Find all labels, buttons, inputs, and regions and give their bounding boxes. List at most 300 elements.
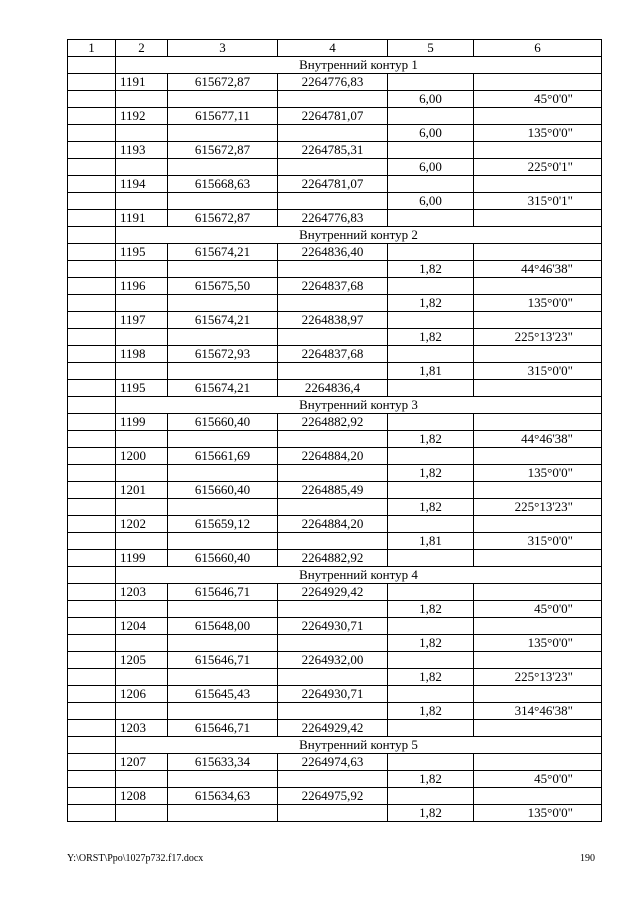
empty-cell	[68, 346, 116, 363]
empty-cell	[68, 703, 116, 720]
empty-cell	[278, 363, 388, 380]
y-coordinate: 2264785,31	[278, 142, 388, 159]
y-coordinate: 2264838,97	[278, 312, 388, 329]
y-coordinate: 2264929,42	[278, 720, 388, 737]
point-number: 1198	[116, 346, 168, 363]
empty-cell	[68, 431, 116, 448]
contour-header-row	[68, 57, 602, 74]
header-cell-1: 1	[68, 40, 116, 57]
empty-cell	[474, 380, 602, 397]
x-coordinate: 615660,40	[168, 414, 278, 431]
table-row	[68, 805, 602, 822]
distance-value: 1,82	[388, 431, 474, 448]
empty-cell	[278, 601, 388, 618]
point-number: 1200	[116, 448, 168, 465]
empty-cell	[68, 584, 116, 601]
distance-value: 6,00	[388, 159, 474, 176]
point-number: 1195	[116, 244, 168, 261]
empty-cell	[168, 703, 278, 720]
table-row	[68, 244, 602, 261]
y-coordinate: 2264837,68	[278, 278, 388, 295]
footer-page-number: 190	[580, 853, 595, 864]
empty-cell	[388, 516, 474, 533]
empty-cell	[278, 159, 388, 176]
point-number: 1205	[116, 652, 168, 669]
empty-cell	[168, 499, 278, 516]
empty-cell	[474, 74, 602, 91]
empty-cell	[388, 550, 474, 567]
distance-value: 1,81	[388, 363, 474, 380]
empty-cell	[68, 142, 116, 159]
table-row	[68, 159, 602, 176]
y-coordinate: 2264882,92	[278, 414, 388, 431]
x-coordinate: 615668,63	[168, 176, 278, 193]
empty-cell	[388, 142, 474, 159]
empty-cell	[388, 108, 474, 125]
empty-cell	[116, 771, 168, 788]
point-number: 1192	[116, 108, 168, 125]
empty-cell	[168, 91, 278, 108]
direction-angle: 225°0'1"	[474, 159, 602, 176]
point-number: 1194	[116, 176, 168, 193]
empty-cell	[168, 295, 278, 312]
empty-cell	[116, 635, 168, 652]
empty-cell	[68, 329, 116, 346]
y-coordinate: 2264932,00	[278, 652, 388, 669]
y-coordinate: 2264930,71	[278, 618, 388, 635]
x-coordinate: 615648,00	[168, 618, 278, 635]
distance-value: 1,82	[388, 601, 474, 618]
y-coordinate: 2264781,07	[278, 108, 388, 125]
coordinates-table	[67, 39, 602, 822]
table-row	[68, 720, 602, 737]
empty-cell	[68, 57, 116, 74]
x-coordinate: 615674,21	[168, 244, 278, 261]
empty-cell	[474, 550, 602, 567]
empty-cell	[388, 448, 474, 465]
table-body	[68, 57, 602, 822]
empty-cell	[68, 261, 116, 278]
empty-cell	[68, 278, 116, 295]
table-row	[68, 108, 602, 125]
empty-cell	[68, 465, 116, 482]
empty-cell	[68, 91, 116, 108]
empty-cell	[68, 482, 116, 499]
empty-cell	[278, 329, 388, 346]
empty-cell	[68, 720, 116, 737]
empty-cell	[474, 142, 602, 159]
table-row	[68, 346, 602, 363]
empty-cell	[68, 159, 116, 176]
y-coordinate: 2264884,20	[278, 448, 388, 465]
empty-cell	[68, 244, 116, 261]
contour-header-row	[68, 567, 602, 584]
empty-cell	[68, 686, 116, 703]
table-row	[68, 278, 602, 295]
empty-cell	[388, 788, 474, 805]
table-row	[68, 584, 602, 601]
empty-cell	[168, 125, 278, 142]
empty-cell	[68, 176, 116, 193]
table-row	[68, 601, 602, 618]
empty-cell	[68, 652, 116, 669]
y-coordinate: 2264974,63	[278, 754, 388, 771]
y-coordinate: 2264885,49	[278, 482, 388, 499]
empty-cell	[168, 805, 278, 822]
empty-cell	[388, 482, 474, 499]
empty-cell	[68, 805, 116, 822]
x-coordinate: 615660,40	[168, 482, 278, 499]
empty-cell	[68, 125, 116, 142]
table-row	[68, 703, 602, 720]
empty-cell	[388, 686, 474, 703]
empty-cell	[116, 533, 168, 550]
empty-cell	[116, 465, 168, 482]
empty-cell	[168, 159, 278, 176]
contour-label: Внутренний контур 3	[116, 397, 602, 414]
table-row	[68, 652, 602, 669]
empty-cell	[474, 788, 602, 805]
table-row	[68, 635, 602, 652]
table-row	[68, 754, 602, 771]
point-number: 1206	[116, 686, 168, 703]
point-number: 1191	[116, 74, 168, 91]
x-coordinate: 615646,71	[168, 584, 278, 601]
empty-cell	[168, 771, 278, 788]
header-cell-3: 3	[168, 40, 278, 57]
direction-angle: 135°0'0"	[474, 295, 602, 312]
empty-cell	[474, 482, 602, 499]
empty-cell	[474, 176, 602, 193]
contour-label: Внутренний контур 4	[116, 567, 602, 584]
contour-header-row	[68, 227, 602, 244]
point-number: 1201	[116, 482, 168, 499]
empty-cell	[474, 312, 602, 329]
empty-cell	[474, 754, 602, 771]
y-coordinate: 2264884,20	[278, 516, 388, 533]
distance-value: 1,82	[388, 261, 474, 278]
point-number: 1195	[116, 380, 168, 397]
empty-cell	[68, 754, 116, 771]
empty-cell	[278, 465, 388, 482]
point-number: 1191	[116, 210, 168, 227]
x-coordinate: 615674,21	[168, 380, 278, 397]
empty-cell	[474, 108, 602, 125]
point-number: 1196	[116, 278, 168, 295]
empty-cell	[68, 295, 116, 312]
table-row	[68, 74, 602, 91]
x-coordinate: 615659,12	[168, 516, 278, 533]
table-row	[68, 210, 602, 227]
empty-cell	[116, 499, 168, 516]
empty-cell	[388, 176, 474, 193]
empty-cell	[168, 601, 278, 618]
x-coordinate: 615633,34	[168, 754, 278, 771]
table-row	[68, 771, 602, 788]
point-number: 1199	[116, 414, 168, 431]
empty-cell	[278, 771, 388, 788]
empty-cell	[68, 499, 116, 516]
x-coordinate: 615672,87	[168, 74, 278, 91]
empty-cell	[474, 244, 602, 261]
table-row	[68, 312, 602, 329]
x-coordinate: 615674,21	[168, 312, 278, 329]
distance-value: 1,82	[388, 635, 474, 652]
empty-cell	[68, 227, 116, 244]
empty-cell	[68, 414, 116, 431]
empty-cell	[68, 788, 116, 805]
empty-cell	[388, 652, 474, 669]
distance-value: 1,82	[388, 805, 474, 822]
direction-angle: 315°0'0"	[474, 533, 602, 550]
empty-cell	[388, 618, 474, 635]
x-coordinate: 615675,50	[168, 278, 278, 295]
empty-cell	[388, 380, 474, 397]
header-cell-4: 4	[278, 40, 388, 57]
empty-cell	[168, 465, 278, 482]
y-coordinate: 2264836,4	[278, 380, 388, 397]
distance-value: 1,82	[388, 771, 474, 788]
empty-cell	[116, 601, 168, 618]
empty-cell	[68, 397, 116, 414]
empty-cell	[68, 210, 116, 227]
table-row	[68, 91, 602, 108]
direction-angle: 45°0'0"	[474, 601, 602, 618]
empty-cell	[68, 74, 116, 91]
table-row	[68, 193, 602, 210]
empty-cell	[278, 193, 388, 210]
direction-angle: 45°0'0"	[474, 771, 602, 788]
table-row	[68, 516, 602, 533]
distance-value: 1,81	[388, 533, 474, 550]
empty-cell	[278, 499, 388, 516]
contour-header-row	[68, 737, 602, 754]
empty-cell	[474, 618, 602, 635]
contour-label: Внутренний контур 2	[116, 227, 602, 244]
empty-cell	[474, 652, 602, 669]
empty-cell	[278, 431, 388, 448]
empty-cell	[388, 74, 474, 91]
direction-angle: 314°46'38"	[474, 703, 602, 720]
footer-file-path: Y:\ORST\Ppo\1027p732.f17.docx	[67, 853, 204, 864]
contour-label: Внутренний контур 5	[116, 737, 602, 754]
empty-cell	[474, 584, 602, 601]
direction-angle: 315°0'1"	[474, 193, 602, 210]
empty-cell	[116, 669, 168, 686]
empty-cell	[388, 346, 474, 363]
empty-cell	[68, 516, 116, 533]
table-row	[68, 142, 602, 159]
point-number: 1203	[116, 584, 168, 601]
empty-cell	[68, 533, 116, 550]
direction-angle: 45°0'0"	[474, 91, 602, 108]
table-row	[68, 669, 602, 686]
empty-cell	[116, 125, 168, 142]
contour-label: Внутренний контур 1	[116, 57, 602, 74]
point-number: 1193	[116, 142, 168, 159]
empty-cell	[388, 754, 474, 771]
table-row	[68, 550, 602, 567]
empty-cell	[68, 380, 116, 397]
x-coordinate: 615661,69	[168, 448, 278, 465]
empty-cell	[116, 703, 168, 720]
header-cell-5: 5	[388, 40, 474, 57]
table-row	[68, 465, 602, 482]
y-coordinate: 2264882,92	[278, 550, 388, 567]
table-row	[68, 329, 602, 346]
table-row	[68, 261, 602, 278]
empty-cell	[388, 244, 474, 261]
point-number: 1197	[116, 312, 168, 329]
table-row	[68, 448, 602, 465]
empty-cell	[68, 771, 116, 788]
empty-cell	[168, 363, 278, 380]
point-number: 1204	[116, 618, 168, 635]
empty-cell	[474, 278, 602, 295]
table-row	[68, 686, 602, 703]
distance-value: 1,82	[388, 295, 474, 312]
y-coordinate: 2264836,40	[278, 244, 388, 261]
empty-cell	[116, 431, 168, 448]
empty-cell	[68, 567, 116, 584]
empty-cell	[116, 295, 168, 312]
direction-angle: 315°0'0"	[474, 363, 602, 380]
table-row	[68, 499, 602, 516]
empty-cell	[474, 516, 602, 533]
empty-cell	[68, 448, 116, 465]
empty-cell	[116, 261, 168, 278]
distance-value: 6,00	[388, 125, 474, 142]
empty-cell	[168, 193, 278, 210]
empty-cell	[388, 312, 474, 329]
direction-angle: 225°13'23"	[474, 669, 602, 686]
x-coordinate: 615672,93	[168, 346, 278, 363]
direction-angle: 135°0'0"	[474, 125, 602, 142]
empty-cell	[116, 805, 168, 822]
empty-cell	[68, 108, 116, 125]
distance-value: 6,00	[388, 91, 474, 108]
distance-value: 1,82	[388, 465, 474, 482]
y-coordinate: 2264975,92	[278, 788, 388, 805]
table-row	[68, 618, 602, 635]
y-coordinate: 2264781,07	[278, 176, 388, 193]
x-coordinate: 615677,11	[168, 108, 278, 125]
y-coordinate: 2264776,83	[278, 74, 388, 91]
empty-cell	[474, 346, 602, 363]
x-coordinate: 615646,71	[168, 720, 278, 737]
table-row	[68, 295, 602, 312]
table-row	[68, 125, 602, 142]
empty-cell	[116, 193, 168, 210]
direction-angle: 135°0'0"	[474, 635, 602, 652]
empty-cell	[388, 210, 474, 227]
direction-angle: 135°0'0"	[474, 465, 602, 482]
y-coordinate: 2264929,42	[278, 584, 388, 601]
empty-cell	[278, 295, 388, 312]
empty-cell	[388, 414, 474, 431]
x-coordinate: 615672,87	[168, 210, 278, 227]
header-cell-6: 6	[474, 40, 602, 57]
empty-cell	[68, 550, 116, 567]
empty-cell	[278, 91, 388, 108]
empty-cell	[116, 159, 168, 176]
table-row	[68, 363, 602, 380]
empty-cell	[278, 533, 388, 550]
contour-header-row	[68, 397, 602, 414]
table-row	[68, 380, 602, 397]
table-row	[68, 431, 602, 448]
empty-cell	[168, 533, 278, 550]
empty-cell	[68, 669, 116, 686]
table-row	[68, 414, 602, 431]
empty-cell	[388, 720, 474, 737]
direction-angle: 44°46'38"	[474, 261, 602, 278]
empty-cell	[278, 261, 388, 278]
direction-angle: 225°13'23"	[474, 499, 602, 516]
point-number: 1199	[116, 550, 168, 567]
header-row	[68, 40, 602, 57]
empty-cell	[68, 363, 116, 380]
table-row	[68, 788, 602, 805]
x-coordinate: 615645,43	[168, 686, 278, 703]
empty-cell	[168, 261, 278, 278]
x-coordinate: 615660,40	[168, 550, 278, 567]
direction-angle: 135°0'0"	[474, 805, 602, 822]
empty-cell	[388, 278, 474, 295]
empty-cell	[278, 669, 388, 686]
empty-cell	[68, 635, 116, 652]
y-coordinate: 2264776,83	[278, 210, 388, 227]
empty-cell	[116, 91, 168, 108]
x-coordinate: 615646,71	[168, 652, 278, 669]
distance-value: 1,82	[388, 499, 474, 516]
empty-cell	[168, 669, 278, 686]
empty-cell	[68, 618, 116, 635]
empty-cell	[474, 720, 602, 737]
empty-cell	[116, 329, 168, 346]
y-coordinate: 2264837,68	[278, 346, 388, 363]
point-number: 1202	[116, 516, 168, 533]
empty-cell	[68, 193, 116, 210]
empty-cell	[278, 635, 388, 652]
empty-cell	[278, 125, 388, 142]
empty-cell	[388, 584, 474, 601]
distance-value: 1,82	[388, 329, 474, 346]
empty-cell	[278, 703, 388, 720]
y-coordinate: 2264930,71	[278, 686, 388, 703]
direction-angle: 225°13'23"	[474, 329, 602, 346]
point-number: 1207	[116, 754, 168, 771]
distance-value: 6,00	[388, 193, 474, 210]
empty-cell	[168, 431, 278, 448]
empty-cell	[68, 601, 116, 618]
empty-cell	[116, 363, 168, 380]
empty-cell	[68, 312, 116, 329]
direction-angle: 44°46'38"	[474, 431, 602, 448]
empty-cell	[168, 329, 278, 346]
point-number: 1208	[116, 788, 168, 805]
empty-cell	[278, 805, 388, 822]
empty-cell	[474, 686, 602, 703]
table-row	[68, 176, 602, 193]
empty-cell	[474, 210, 602, 227]
table-row	[68, 482, 602, 499]
empty-cell	[474, 414, 602, 431]
header-cell-2: 2	[116, 40, 168, 57]
x-coordinate: 615634,63	[168, 788, 278, 805]
table-row	[68, 533, 602, 550]
x-coordinate: 615672,87	[168, 142, 278, 159]
